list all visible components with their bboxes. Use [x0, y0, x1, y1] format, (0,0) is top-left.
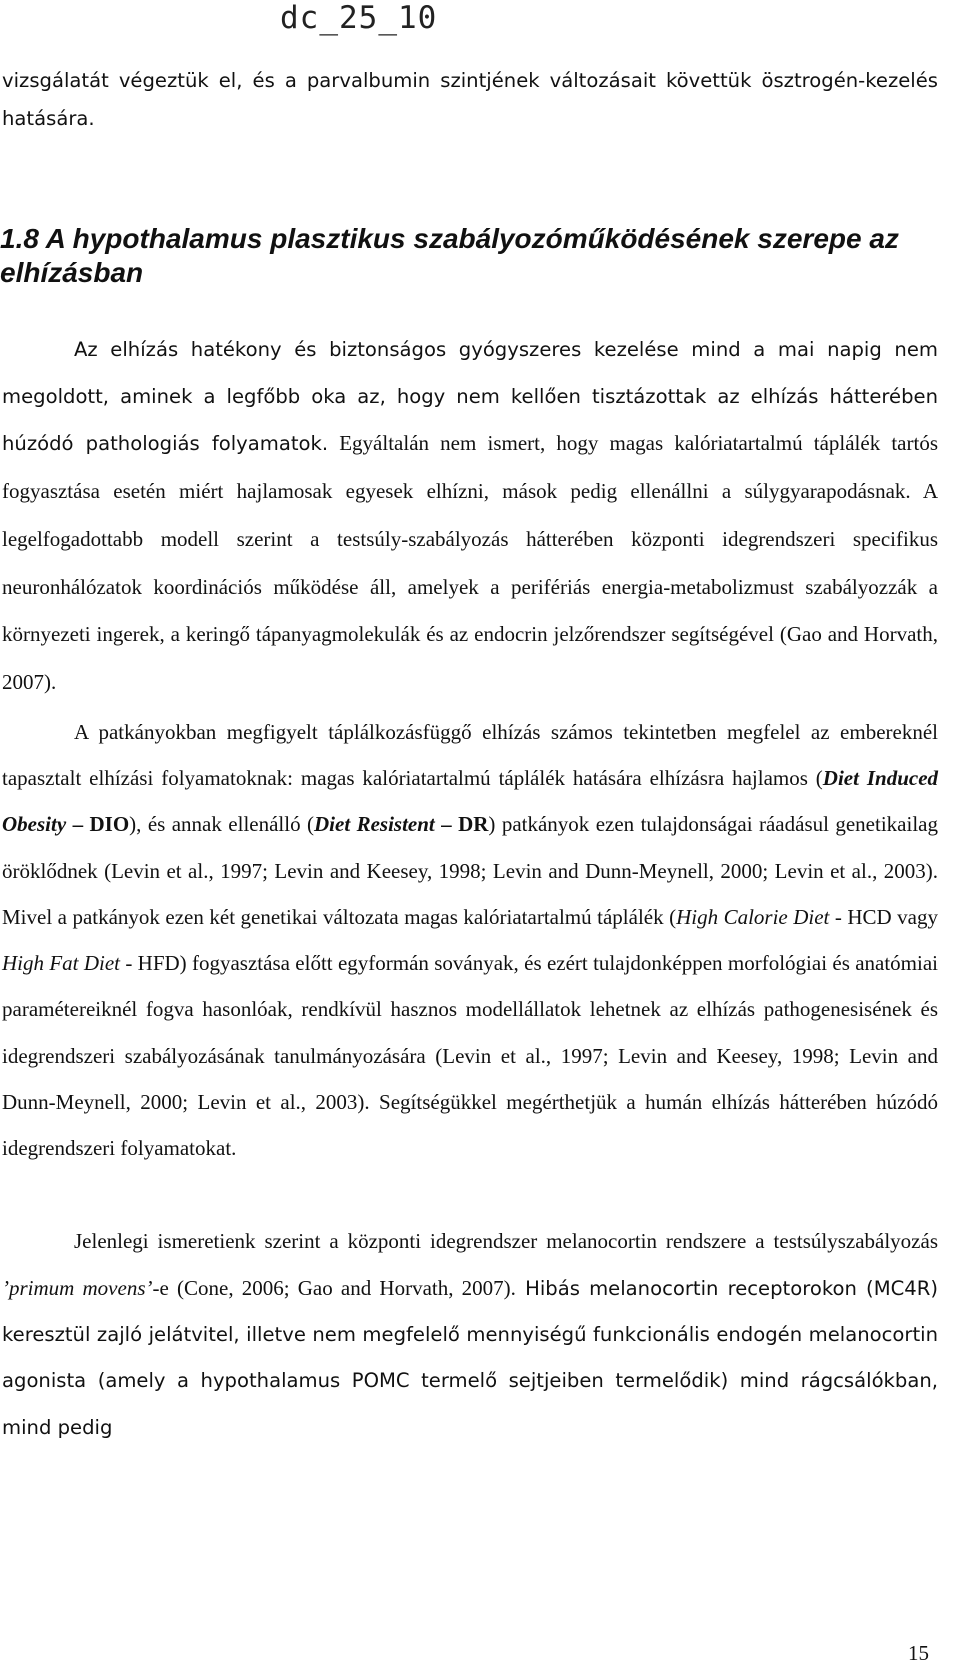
dio-dash: –: [66, 812, 90, 837]
primum-movens-term: ’primum movens’: [2, 1275, 153, 1300]
paragraph-2-text-4: - HCD vagy: [829, 904, 939, 929]
dr-term: Diet Resistent: [314, 812, 435, 837]
intro-paragraph: vizsgálatát végeztük el, és a parvalbumin szintjének változásait követtük ösztrogén-kezelés hatására.: [2, 69, 938, 130]
paragraph-3: [2, 1218, 938, 1451]
section-body: [2, 327, 938, 1451]
dr-abbr: DR: [458, 812, 489, 837]
paragraph-3-text-1: Jelenlegi ismeretienk szerint a központi idegrendszer melanocortin rendszere a testsúlyszabályozás: [74, 1228, 938, 1253]
dio-abbr: DIO: [89, 812, 130, 837]
paragraph-3-text-2: -e (Cone, 2006; Gao and Horvath, 2007).: [152, 1275, 516, 1300]
paragraph-2-text-5: - HFD) fogyasztása előtt egyformán soványak, és ezért tulajdonképpen morfológiai és anatómiai paramétereiknél fogva hasonlóak, rendkívül hasznos modellállatok lehetnek az elhízás pathogenesisének és idegrendszeri szabályozásának tanulmányozására (Levin et al., 1997; Levin and Keesey, 1998; Levin and Dunn-Meynell, 2000; Levin et al., 2003). Segítségükkel megérthetjük a humán elhízás hátterében húzódó idegrendszeri folyamatokat.: [2, 951, 938, 1161]
paragraph-2: [2, 709, 938, 1172]
doc-id-header: dc_25_10: [280, 0, 438, 36]
paragraph-2-text-2: ), és annak ellenálló (: [129, 812, 314, 837]
paragraph-2-text-1: A patkányokban megfigyelt táplálkozásfüggő elhízás számos tekintetben megfelel az embereknél tapasztalt elhízási folyamatoknak: magas kalóriatartalmú táplálék hatására elhízásra hajlamos (: [2, 719, 938, 790]
page-number: 15: [908, 1641, 929, 1665]
dr-dash: –: [434, 812, 459, 837]
dio-term: Diet Induced Obesity: [2, 765, 939, 837]
paragraph-3-sans-text: Hibás melanocortin receptorokon (MC4R) keresztül zajló jelátvitel, illetve nem megfelelő mennyiségű funkcionális endogén melanocortin agonista (amely a hypothalamus POMC termelő sejtjeiben termelődik) mind rágcsálókban, mind pedig: [2, 1276, 939, 1439]
hcd-term: High Calorie Diet: [676, 904, 830, 929]
paragraph-1: [2, 327, 938, 707]
hfd-term: High Fat Diet: [2, 951, 120, 976]
section-heading: 1.8 A hypothalamus plasztikus szabályozóműködésének szerepe az elhízásban: [0, 223, 899, 288]
paragraph-2-text-3: ) patkányok ezen tulajdonságai ráadásul genetikailag öröklődnek (Levin et al., 1997; Levin and Keesey, 1998; Levin and Dunn-Meynell, 2000; Levin et al., 2003). Mivel a patkányok ezen két genetikai változata magas kalóriatartalmú táplálék (: [2, 812, 938, 929]
paragraph-1-sans-text: Az elhízás hatékony és biztonságos gyógyszeres kezelése mind a mai napig nem megoldott, aminek a legfőbb oka az, hogy nem kellően tisztázottak az elhízás hátterében húzódó pathologiás folyamatok.: [2, 338, 938, 456]
paragraph-1-serif-text: Egyáltalán nem ismert, hogy magas kalóriatartalmú táplálék tartós fogyasztása esetén miért hajlamosak egyesek elhízni, mások pedig ellenállni a súlygyarapodásnak. A legelfogadottabb modell szerint a testsúly-szabályozás hátterében központi idegrendszeri specifikus neuronhálózatok koordinációs működése áll, amelyek a perifériás energia-metabolizmust szabályozzák a környezeti ingerek, a keringő tápanyagmolekulák és az endocrin jelzőrendszer segítségével (Gao and Horvath, 2007).: [2, 431, 939, 694]
